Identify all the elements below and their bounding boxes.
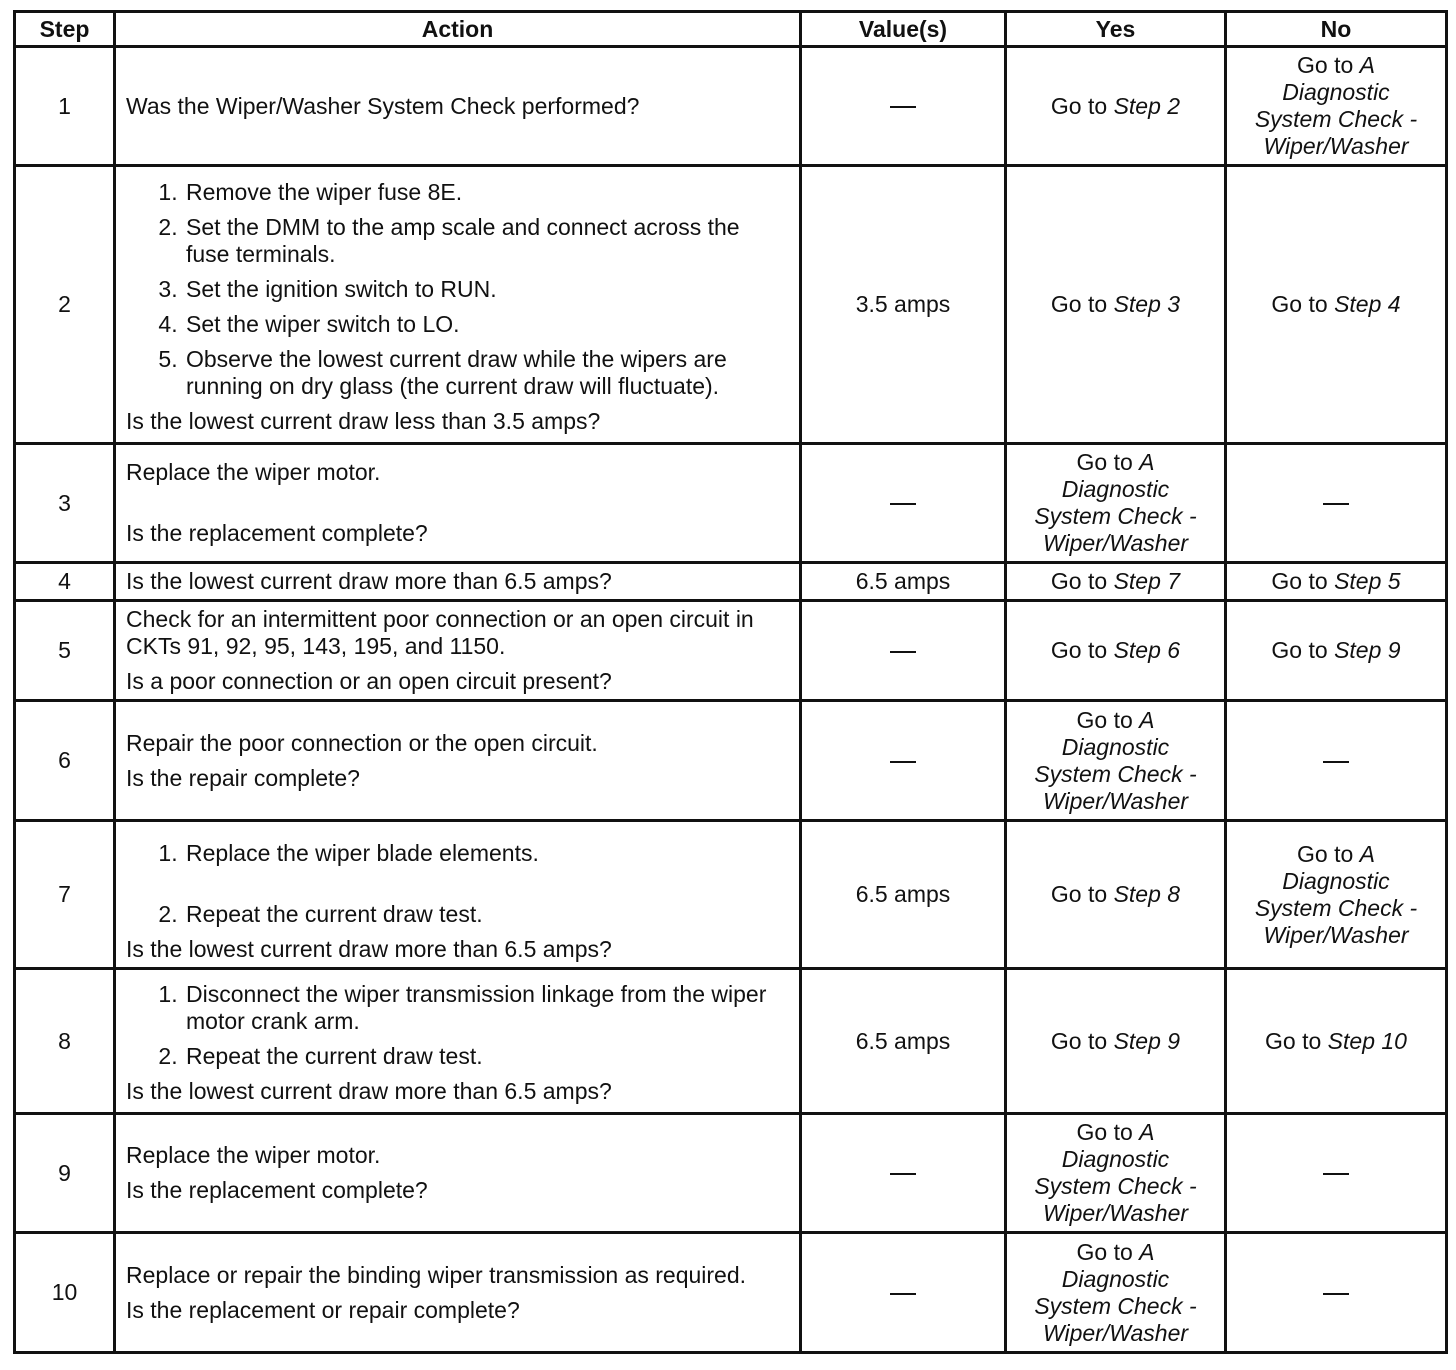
table-row: [15, 444, 1447, 563]
col-header-no: No: [1226, 12, 1447, 47]
goto-step-ref: Step 8: [1113, 881, 1181, 907]
action-text: Replace the wiper motor.: [126, 1142, 381, 1168]
goto-step-ref: Step 2: [1113, 92, 1181, 119]
step-number: 7: [15, 821, 115, 969]
value-cell: 6.5 amps: [801, 969, 1006, 1114]
step-number: 9: [15, 1114, 115, 1233]
goto-step-ref: Step 7: [1113, 568, 1181, 594]
col-header-action: Action: [115, 12, 801, 47]
no-cell: [1226, 47, 1447, 166]
value-cell: [801, 601, 1006, 701]
goto-ref-line: Wiper/Washer: [1042, 1319, 1189, 1346]
goto-prefix: Go to: [1050, 881, 1108, 907]
goto-ref-letter: A: [1359, 840, 1375, 867]
goto-step-ref: Step 3: [1113, 291, 1181, 317]
no-cell: [1226, 701, 1447, 821]
goto-prefix: Go to: [1271, 568, 1328, 594]
action-step-item: 5. Observe the lowest current draw while the wipers are running on dry glass (the current draw will fluctuate).: [184, 346, 789, 400]
goto-ref-line: Diagnostic: [1061, 476, 1170, 502]
value-cell: [801, 47, 1006, 166]
action-question: Is the replacement complete?: [126, 1177, 428, 1203]
dash-mark: [1323, 1173, 1349, 1175]
yes-cell: [1006, 821, 1226, 969]
goto-prefix: Go to: [1271, 637, 1328, 663]
goto-ref-letter: A: [1139, 449, 1155, 475]
value-cell: [801, 701, 1006, 821]
goto-prefix: Go to: [1050, 92, 1108, 119]
goto-ref-line: System Check -: [1034, 760, 1197, 787]
table-row: [15, 563, 1447, 601]
col-header-yes: Yes: [1006, 12, 1226, 47]
table-row: [15, 701, 1447, 821]
goto-ref-line: Wiper/Washer: [1042, 530, 1189, 556]
action-text: Repair the poor connection or the open circuit.: [126, 729, 598, 756]
yes-cell: [1006, 1233, 1226, 1353]
no-cell: [1226, 444, 1447, 563]
goto-prefix: Go to: [1076, 449, 1133, 475]
dash-mark: [890, 106, 916, 108]
action-text: Check for an intermittent poor connection or an open circuit in CKTs 91, 92, 95, 143, 195, and 1150.: [126, 606, 754, 659]
action-step-item: 2. Set the DMM to the amp scale and connect across the fuse terminals.: [184, 214, 789, 268]
step-number: 2: [15, 166, 115, 444]
value-cell: [801, 1233, 1006, 1353]
value-cell: [801, 1114, 1006, 1233]
goto-ref-line: Diagnostic: [1282, 867, 1390, 894]
goto-step-ref: Step 6: [1113, 637, 1181, 663]
yes-cell: [1006, 444, 1226, 563]
goto-ref-line: Diagnostic: [1061, 733, 1170, 760]
action-cell: [115, 601, 801, 701]
action-text: Replace or repair the binding wiper transmission as required.: [126, 1261, 747, 1288]
goto-prefix: Go to: [1050, 291, 1108, 317]
goto-prefix: Go to: [1050, 1027, 1108, 1054]
action-step-item: 1. Remove the wiper fuse 8E.: [184, 179, 789, 206]
yes-cell: [1006, 47, 1226, 166]
goto-ref-letter: A: [1359, 52, 1375, 78]
header-row: [15, 12, 1447, 47]
yes-cell: [1006, 701, 1226, 821]
dash-mark: [1323, 761, 1349, 763]
dash-mark: [1323, 503, 1349, 505]
goto-prefix: Go to: [1297, 840, 1354, 867]
action-step-item: 2. Repeat the current draw test.: [184, 1043, 789, 1070]
dash-mark: [890, 651, 916, 653]
dash-mark: [1323, 1293, 1349, 1295]
step-number: 5: [15, 601, 115, 701]
action-steps-list: [126, 179, 789, 400]
goto-ref-line: System Check -: [1034, 503, 1197, 529]
diagnostic-table: [13, 10, 1448, 1354]
col-header-values: Value(s): [801, 12, 1006, 47]
action-cell: [115, 166, 801, 444]
table-row: [15, 166, 1447, 444]
action-question: Is the replacement or repair complete?: [126, 1296, 520, 1323]
dash-mark: [890, 1173, 916, 1175]
action-cell: [115, 1233, 801, 1353]
goto-step-ref: Step 4: [1334, 291, 1401, 317]
no-cell: [1226, 1233, 1447, 1353]
goto-step-ref: Step 9: [1113, 1027, 1181, 1054]
action-text: Replace the wiper motor.: [126, 459, 381, 485]
action-cell: [115, 563, 801, 601]
no-cell: [1226, 601, 1447, 701]
yes-cell: [1006, 563, 1226, 601]
action-cell: [115, 47, 801, 166]
step-number: 8: [15, 969, 115, 1114]
goto-step-ref: Step 5: [1334, 568, 1401, 594]
action-step-item: 1. Replace the wiper blade elements.: [184, 840, 789, 867]
goto-ref-line: Wiper/Washer: [1042, 787, 1189, 814]
step-number: 6: [15, 701, 115, 821]
goto-ref-line: System Check -: [1254, 894, 1418, 921]
dash-mark: [890, 503, 916, 505]
goto-ref-line: Wiper/Washer: [1263, 921, 1409, 948]
action-cell: [115, 969, 801, 1114]
action-cell: [115, 821, 801, 969]
dash-mark: [890, 761, 916, 763]
table-body: [15, 47, 1447, 1353]
step-number: 4: [15, 563, 115, 601]
action-step-item: 2. Repeat the current draw test.: [184, 901, 789, 928]
no-cell: [1226, 1114, 1447, 1233]
goto-ref-line: System Check -: [1254, 106, 1418, 132]
no-cell: [1226, 969, 1447, 1114]
yes-cell: [1006, 969, 1226, 1114]
table-row: [15, 1114, 1447, 1233]
goto-ref-letter: A: [1139, 1238, 1155, 1265]
action-cell: [115, 701, 801, 821]
goto-ref-line: Diagnostic: [1061, 1265, 1170, 1292]
goto-prefix: Go to: [1076, 1119, 1133, 1145]
step-number: 1: [15, 47, 115, 166]
goto-prefix: Go to: [1076, 1238, 1133, 1265]
value-cell: 6.5 amps: [801, 821, 1006, 969]
goto-ref-line: Diagnostic: [1282, 79, 1390, 105]
col-header-step: Step: [15, 12, 115, 47]
table-row: [15, 47, 1447, 166]
no-cell: [1226, 166, 1447, 444]
action-question: Is the lowest current draw less than 3.5 amps?: [126, 407, 601, 434]
action-question: Is the lowest current draw more than 6.5 amps?: [126, 936, 612, 962]
step-number: 3: [15, 444, 115, 563]
action-step-item: 4. Set the wiper switch to LO.: [184, 311, 789, 338]
action-cell: [115, 444, 801, 563]
action-text: Was the Wiper/Washer System Check performed?: [126, 92, 640, 119]
dash-mark: [890, 1293, 916, 1295]
yes-cell: [1006, 601, 1226, 701]
value-cell: 3.5 amps: [801, 166, 1006, 444]
goto-ref-line: Diagnostic: [1061, 1146, 1170, 1172]
action-step-item: 3. Set the ignition switch to RUN.: [184, 276, 789, 303]
goto-ref-letter: A: [1139, 706, 1155, 733]
action-step-item: 1. Disconnect the wiper transmission linkage from the wiper motor crank arm.: [184, 981, 789, 1035]
table-row: [15, 1233, 1447, 1353]
goto-ref-line: Wiper/Washer: [1042, 1200, 1189, 1226]
action-text: Is the lowest current draw more than 6.5 amps?: [126, 568, 612, 594]
action-steps-list: [126, 981, 789, 1070]
value-cell: 6.5 amps: [801, 563, 1006, 601]
table-row: [15, 821, 1447, 969]
goto-prefix: Go to: [1297, 52, 1354, 78]
yes-cell: [1006, 166, 1226, 444]
goto-prefix: Go to: [1271, 291, 1328, 317]
step-number: 10: [15, 1233, 115, 1353]
table-row: [15, 969, 1447, 1114]
value-cell: [801, 444, 1006, 563]
goto-ref-line: System Check -: [1034, 1173, 1197, 1199]
goto-prefix: Go to: [1265, 1027, 1322, 1054]
action-cell: [115, 1114, 801, 1233]
goto-step-ref: Step 10: [1327, 1027, 1407, 1054]
goto-ref-letter: A: [1139, 1119, 1155, 1145]
goto-prefix: Go to: [1050, 637, 1108, 663]
goto-ref-line: Wiper/Washer: [1263, 133, 1409, 159]
no-cell: [1226, 563, 1447, 601]
goto-prefix: Go to: [1050, 568, 1108, 594]
action-question: Is a poor connection or an open circuit present?: [126, 668, 612, 694]
action-question: Is the replacement complete?: [126, 520, 428, 546]
no-cell: [1226, 821, 1447, 969]
table-row: [15, 601, 1447, 701]
action-question: Is the repair complete?: [126, 764, 360, 791]
goto-ref-line: System Check -: [1034, 1292, 1197, 1319]
action-steps-list: [126, 840, 789, 928]
action-question: Is the lowest current draw more than 6.5 amps?: [126, 1078, 612, 1104]
goto-step-ref: Step 9: [1334, 637, 1401, 663]
goto-prefix: Go to: [1076, 706, 1133, 733]
yes-cell: [1006, 1114, 1226, 1233]
